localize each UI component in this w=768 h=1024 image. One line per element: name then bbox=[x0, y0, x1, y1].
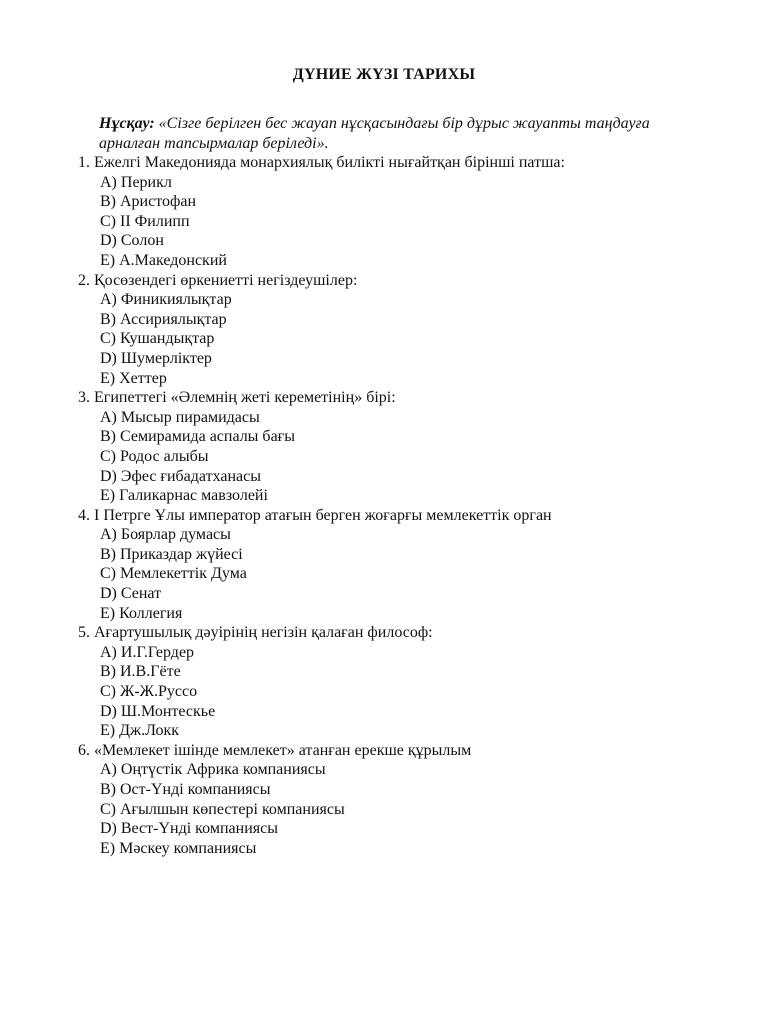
question-text: 5. Ағартушылық дәуірінің негізін қалаған философ: bbox=[78, 624, 433, 642]
answer-option-d: D) Шумерліктер bbox=[100, 349, 212, 367]
answer-option-e: E) Галикарнас мавзолейі bbox=[100, 487, 268, 505]
answer-option-a: A) Оңтүстік Африка компаниясы bbox=[100, 761, 326, 779]
question-text: 2. Қосөзендегі өркениетті негіздеушілер: bbox=[78, 271, 358, 289]
answer-option-a: A) И.Г.Гердер bbox=[100, 643, 195, 661]
answer-option-e: E) А.Македонский bbox=[100, 251, 227, 269]
answer-option-d: D) Ш.Монтескье bbox=[100, 702, 216, 720]
answer-option-e: E) Дж.Локк bbox=[100, 722, 180, 740]
answer-option-c: C) Ағылшын көпестері компаниясы bbox=[100, 800, 345, 818]
answer-option-b: B) Аристофан bbox=[100, 193, 197, 211]
answer-option-b: B) Ассириялықтар bbox=[100, 310, 227, 328]
answer-options bbox=[78, 525, 718, 623]
answer-option-b: B) Приказдар жүйесі bbox=[100, 545, 243, 563]
question-text: 4. I Петрге Ұлы император атағын берген жоғарғы мемлекеттік орган bbox=[78, 506, 552, 524]
answer-option-b: B) И.В.Гёте bbox=[100, 663, 181, 681]
answer-option-a: A) Боярлар думасы bbox=[100, 526, 231, 544]
document-title: ДҮНИЕ ЖҮЗІ ТАРИХЫ bbox=[292, 66, 476, 83]
answer-option-e: E) Коллегия bbox=[100, 604, 183, 622]
answer-option-a: A) Мысыр пирамидасы bbox=[100, 408, 260, 426]
answer-option-d: D) Солон bbox=[100, 232, 164, 250]
answer-option-c: C) II Филипп bbox=[100, 212, 190, 230]
answer-option-d: D) Эфес ғибадатханасы bbox=[100, 467, 262, 485]
answer-options bbox=[78, 173, 718, 271]
question-6 bbox=[78, 741, 718, 859]
question-text: 1. Ежелгі Македонияда монархиялық билікті нығайтқан бірінші патша: bbox=[78, 154, 565, 171]
question-text: 3. Египеттегі «Әлемнің жеті кереметінің» бірі: bbox=[78, 389, 396, 407]
answer-options bbox=[78, 290, 718, 388]
instruction-text: «Сізге берілген бес жауап нұсқасындағы бір дұрыс жауапты таңдауға арналған тапсырмалар беріледі». bbox=[99, 115, 650, 152]
answer-option-d: D) Сенат bbox=[100, 585, 162, 603]
question-list bbox=[78, 153, 718, 858]
answer-option-c: C) Ж-Ж.Руссо bbox=[100, 683, 198, 701]
answer-option-e: E) Мәскеу компаниясы bbox=[100, 839, 257, 857]
question-text: 6. «Мемлекет ішінде мемлекет» атанған ерекше құрылым bbox=[78, 741, 472, 759]
instruction-block bbox=[99, 114, 699, 154]
answer-option-b: B) Семирамида аспалы бағы bbox=[100, 428, 295, 446]
question-3 bbox=[78, 388, 718, 506]
answer-option-d: D) Вест-Үнді компаниясы bbox=[100, 820, 278, 838]
answer-option-a: A) Перикл bbox=[100, 173, 172, 191]
answer-option-b: B) Ост-Үнді компаниясы bbox=[100, 781, 271, 798]
question-4 bbox=[78, 506, 718, 624]
question-5 bbox=[78, 623, 718, 741]
answer-options bbox=[78, 408, 718, 506]
answer-option-e: E) Хеттер bbox=[100, 369, 167, 387]
instruction-label: Нұсқау: bbox=[99, 115, 155, 132]
question-2 bbox=[78, 271, 718, 389]
answer-option-c: C) Кушандықтар bbox=[100, 330, 215, 348]
answer-options bbox=[78, 760, 718, 858]
answer-option-a: A) Финикиялықтар bbox=[100, 291, 232, 309]
question-1 bbox=[78, 153, 718, 271]
answer-options bbox=[78, 643, 718, 741]
answer-option-c: C) Мемлекеттік Дума bbox=[100, 565, 247, 583]
answer-option-c: C) Родос алыбы bbox=[100, 447, 209, 465]
